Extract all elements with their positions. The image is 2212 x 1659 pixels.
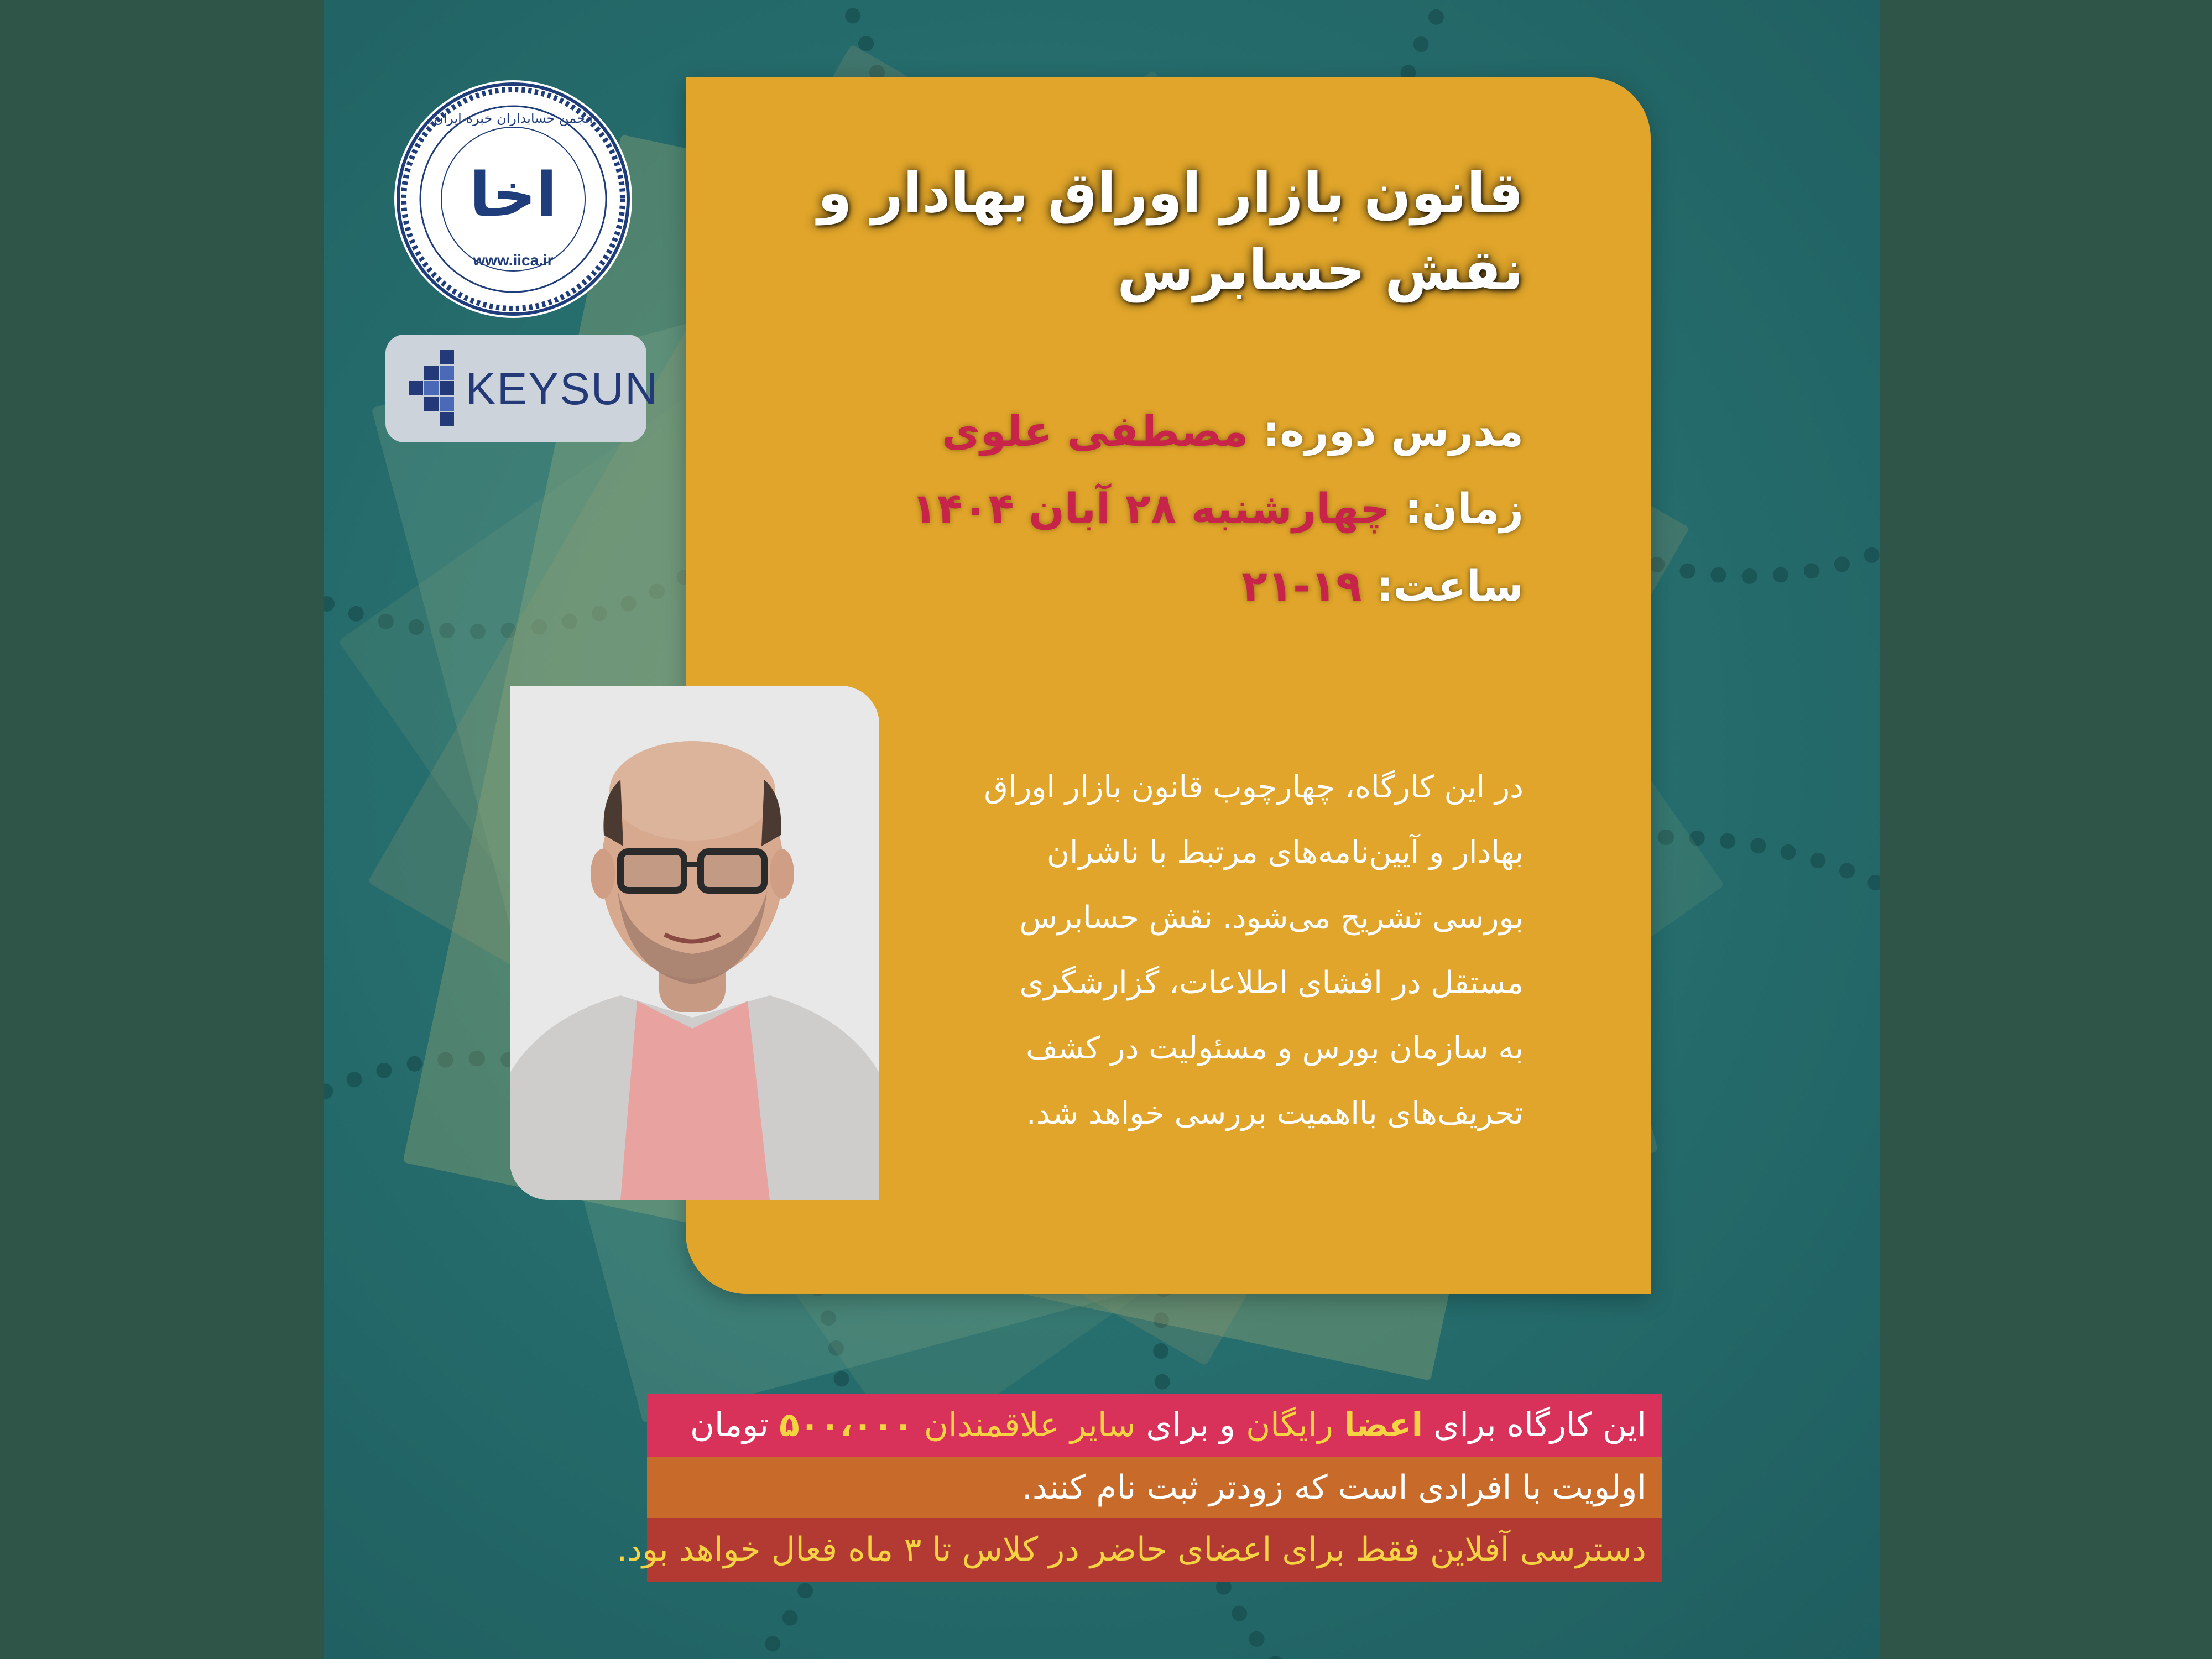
date-line: [911, 484, 1524, 533]
price-others: سایر علاقمندان: [924, 1406, 1136, 1444]
poster-background: [324, 0, 1880, 1659]
description-line: به سازمان بورس و مسئولیت در کشف: [1026, 1030, 1524, 1066]
time-line: [1241, 561, 1524, 611]
price-amount: ۵۰۰،۰۰۰: [779, 1406, 914, 1444]
instructor-portrait: [510, 686, 879, 1200]
price-currency: تومان: [690, 1406, 769, 1444]
keysun-mark-icon: [397, 345, 463, 433]
price-members: اعضا: [1343, 1406, 1423, 1444]
iica-logo: [392, 77, 635, 321]
instructor-photo: [510, 686, 879, 1200]
price-text-1: این کارگاه برای: [1433, 1406, 1646, 1444]
price-text-4: و برای: [1146, 1406, 1235, 1444]
price-free: رایگان: [1246, 1406, 1333, 1444]
date-value: چهارشنبه ۲۸ آبان ۱۴۰۴: [911, 484, 1390, 533]
description-line: مستقل در افشای اطلاعات، گزارشگری: [1019, 965, 1524, 1001]
offline-banner: [617, 1518, 1662, 1582]
date-label: زمان:: [1405, 484, 1524, 533]
iica-arc-text: انجمن حسابداران خبره ایران: [433, 111, 593, 126]
price-banner: [647, 1394, 1662, 1457]
title-line-1: قانون بازار اوراق بهادار و: [817, 160, 1524, 225]
offline-text: دسترسی آفلاین فقط برای اعضای حاضر در کلاس تا ۳ ماه فعال خواهد بود.: [617, 1530, 1646, 1569]
instructor-label: مدرس دوره:: [1262, 406, 1524, 456]
description-line: در این کارگاه، چهارچوب قانون بازار اوراق: [984, 769, 1524, 805]
title-line-2: نقش حسابرس: [1117, 238, 1524, 302]
time-label: ساعت:: [1376, 561, 1524, 611]
iica-url: www.iica.ir: [473, 252, 554, 269]
keysun-logo: [385, 335, 659, 442]
description: [937, 755, 1524, 1146]
time-value: ۱۹-۲۱: [1241, 561, 1362, 611]
priority-banner: [647, 1457, 1662, 1518]
iica-mark: اخا: [469, 159, 557, 230]
keysun-text: KEYSUN: [466, 364, 659, 414]
description-line: بورسی تشریح می‌شود. نقش حسابرس: [1019, 900, 1524, 936]
description-line: بهادار و آیین‌نامه‌های مرتبط با ناشران: [1046, 834, 1524, 870]
instructor-line: [942, 406, 1524, 456]
description-line: تحریف‌های بااهمیت بررسی خواهد شد.: [1026, 1095, 1524, 1131]
priority-text: اولویت با افرادی است که زودتر ثبت نام کنند.: [1021, 1468, 1646, 1507]
instructor-name: مصطفی علوی: [941, 406, 1249, 456]
